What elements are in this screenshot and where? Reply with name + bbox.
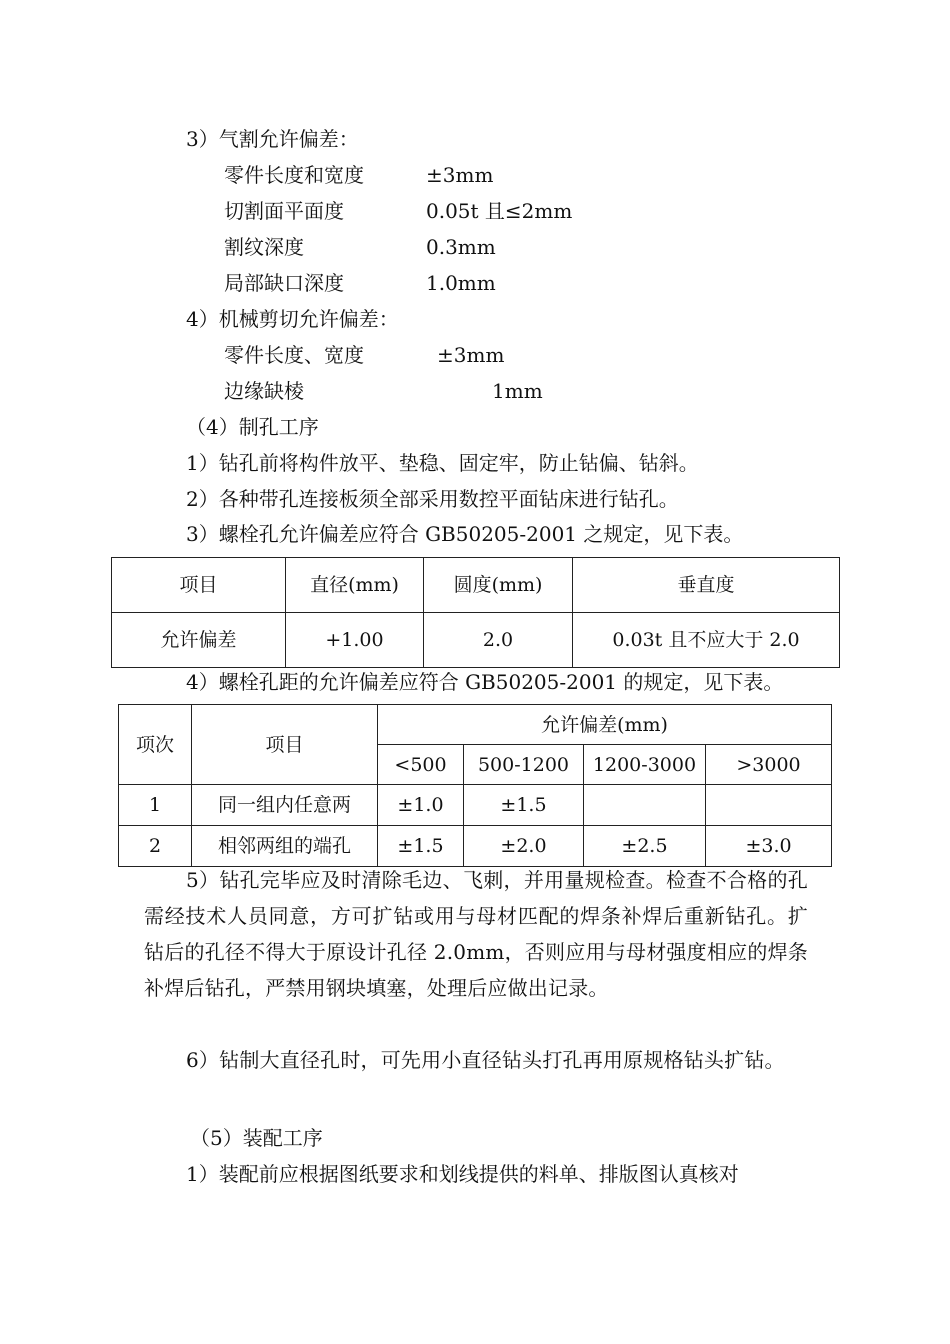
gas-cut-heading: 3）气割允许偏差： bbox=[186, 127, 359, 151]
gas-cut-row-value: 0.3mm bbox=[426, 235, 496, 259]
drilling-item-3: 3）螺栓孔允许偏差应符合 GB50205-2001 之规定，见下表。 bbox=[186, 522, 744, 546]
mech-cut-row-label: 边缘缺棱 bbox=[224, 379, 304, 403]
range-header-cell: 1200-3000 bbox=[584, 745, 706, 785]
table-header-cell: 项目 bbox=[112, 558, 286, 613]
table-header-cell: 直径(mm) bbox=[286, 558, 424, 613]
table-cell: ±1.5 bbox=[378, 826, 464, 867]
table-cell: 允许偏差 bbox=[112, 613, 286, 668]
table-header-row bbox=[112, 558, 840, 613]
range-header-cell: >3000 bbox=[706, 745, 832, 785]
table-cell: ±2.5 bbox=[584, 826, 706, 867]
drilling-item-1: 1）钻孔前将构件放平、垫稳、固定牢，防止钻偏、钻斜。 bbox=[186, 451, 699, 475]
table-row bbox=[119, 785, 832, 826]
table-cell bbox=[584, 785, 706, 826]
mech-cut-row-label: 零件长度、宽度 bbox=[224, 343, 364, 367]
table-cell: ±3.0 bbox=[706, 826, 832, 867]
table-row bbox=[119, 826, 832, 867]
gas-cut-row-value: ±3mm bbox=[426, 163, 494, 187]
gas-cut-row-value: 0.05t 且≤2mm bbox=[426, 199, 573, 223]
item-header-cell: 项目 bbox=[192, 705, 378, 785]
table-cell: 同一组内任意两 bbox=[192, 785, 378, 826]
table-cell: 1 bbox=[119, 785, 192, 826]
assembly-item-1: 1）装配前应根据图纸要求和划线提供的料单、排版图认真核对 bbox=[186, 1162, 739, 1186]
mech-cut-row-value: 1mm bbox=[492, 379, 543, 403]
gas-cut-row-label: 割纹深度 bbox=[224, 235, 304, 259]
table-header-cell: 圆度(mm) bbox=[424, 558, 573, 613]
hole-spacing-tolerance-table bbox=[118, 704, 832, 867]
table-row bbox=[112, 613, 840, 668]
gas-cut-row-label: 切割面平面度 bbox=[224, 199, 344, 223]
drilling-item-5: 5）钻孔完毕应及时清除毛边、飞刺，并用量规检查。检查不合格的孔需经技术人员同意，方可扩钻或用与母材匹配的焊条补焊后重新钻孔。扩钻后的孔径不得大于原设计孔径 2.0mm，否则应用与母材强度相应的焊条补焊后钻孔，严禁用钢块填塞，处理后应做出记录。 bbox=[144, 868, 808, 1000]
range-header-cell: 500-1200 bbox=[464, 745, 584, 785]
table-cell: ±1.5 bbox=[464, 785, 584, 826]
table-header-cell: 垂直度 bbox=[573, 558, 840, 613]
assembly-heading: （5）装配工序 bbox=[190, 1126, 323, 1150]
table-cell: ±2.0 bbox=[464, 826, 584, 867]
mech-cut-row-value: ±3mm bbox=[437, 343, 505, 367]
gas-cut-row-value: 1.0mm bbox=[426, 271, 496, 295]
table-cell: 2 bbox=[119, 826, 192, 867]
drilling-item-4: 4）螺栓孔距的允许偏差应符合 GB50205-2001 的规定，见下表。 bbox=[186, 670, 784, 694]
index-header-cell: 项次 bbox=[119, 705, 192, 785]
tolerance-group-header: 允许偏差(mm) bbox=[378, 705, 832, 745]
table-cell: +1.00 bbox=[286, 613, 424, 668]
table-cell bbox=[706, 785, 832, 826]
table-cell: ±1.0 bbox=[378, 785, 464, 826]
range-header-cell: <500 bbox=[378, 745, 464, 785]
bolt-hole-tolerance-table bbox=[111, 557, 840, 668]
gas-cut-row-label: 零件长度和宽度 bbox=[224, 163, 364, 187]
drilling-item-6: 6）钻制大直径孔时，可先用小直径钻头打孔再用原规格钻头扩钻。 bbox=[186, 1048, 785, 1072]
table-cell: 2.0 bbox=[424, 613, 573, 668]
drilling-heading: （4）制孔工序 bbox=[186, 415, 319, 439]
gas-cut-row-label: 局部缺口深度 bbox=[224, 271, 344, 295]
table-header-row bbox=[119, 705, 832, 745]
table-cell: 相邻两组的端孔 bbox=[192, 826, 378, 867]
drilling-item-2: 2）各种带孔连接板须全部采用数控平面钻床进行钻孔。 bbox=[186, 487, 679, 511]
table-cell: 0.03t 且不应大于 2.0 bbox=[573, 613, 840, 668]
mech-cut-heading: 4）机械剪切允许偏差： bbox=[186, 307, 399, 331]
